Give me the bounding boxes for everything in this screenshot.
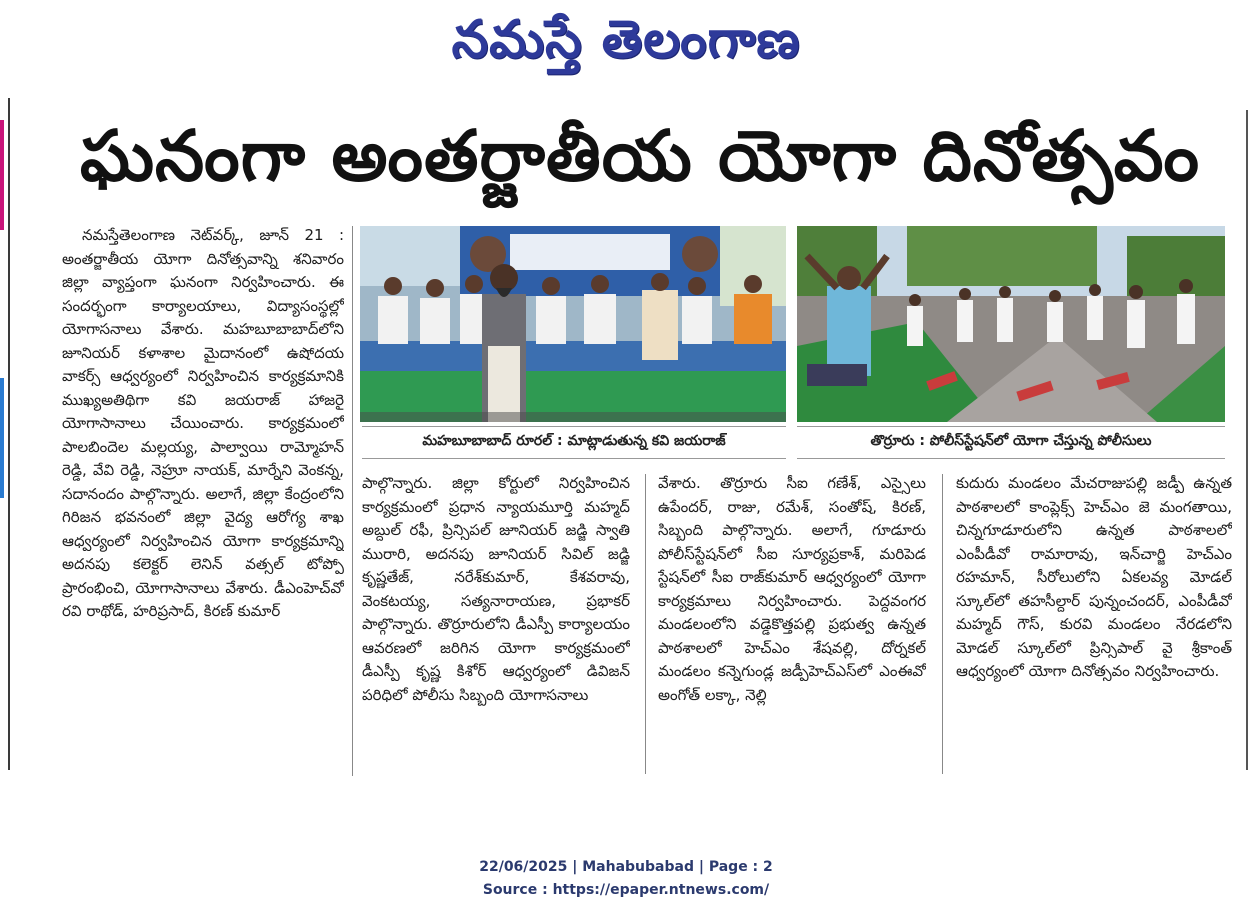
left-color-mark-pink	[0, 120, 4, 230]
photo-caption-rural: మహబూబాబాద్ రూరల్ : మాట్లాడుతున్న కవి జయరాజ్	[422, 433, 726, 449]
photo-police-yoga	[797, 226, 1225, 422]
masthead-title: నమస్తే తెలంగాణ	[451, 9, 801, 70]
article-column-1: నమస్తేతెలంగాణ నెట్‌వర్క్, జూన్ 21 : అంతర్జాతీయ యోగా దినోత్సవాన్ని శనివారం జిల్లా వ్యాప్తంగా ఘనంగా నిర్వహించారు. ఈ సందర్భంగా కార్యాలయాలు, విద్యాసంస్థల్లో యోగాసనాలు వేశారు. మహబూబాబాద్‌లోని జూనియర్ కళాశాల మైదానంలో ఉషోదయ వాకర్స్ ఆధ్వర్యంలో నిర్వహించిన కార్యక్రమానికి ముఖ్యఅతిథిగా కవి జయరాజ్ హాజరై యోగాసానాలు చేయించారు. కార్యక్రమంలో పాలబిందెల మల్లయ్య, పాల్వాయి రామ్మోహన్ రెడ్డి, వేవి రెడ్డి, నెహ్రూ నాయక్, మార్నేని వెంకన్న, సదానందం పాల్గొన్నారు. అలాగే, జిల్లా కేంద్రంలోని గిరిజన భవనంలో జిల్లా వైద్య ఆరోగ్య శాఖ ఆధ్వర్యంలో నిర్వహించిన యోగా కార్యక్రమాన్ని అదనపు కలెక్టర్ లెనిన్ వత్సల్ టోప్పో ప్రారంభించి, యోగాసానాలు వేశారు. డీఎంహెచ్‌వో రవి రాథోడ్, హరిప్రసాద్, కిరణ్ కుమార్	[62, 226, 344, 620]
column-rule-1	[352, 226, 353, 776]
caption-rule-bottom-2	[797, 458, 1225, 459]
article-column-2: పాల్గొన్నారు. జిల్లా కోర్టులో నిర్వహించిన కార్యక్రమంలో ప్రధాన న్యాయమూర్తి మహ్మద్ అబ్దుల్ రఫీ, ప్రిన్సిపల్ జూనియర్ జడ్జి స్వాతి మురారి, అదనపు జూనియర్ సివిల్ జడ్జి కృష్ణతేజ్, నరేశ్‌కుమార్, కేశవరావు, వెంకటయ్య, సత్యనారాయణ, ప్రభాకర్ పాల్గొన్నారు. తొర్రూరులోని డీఎస్పీ కార్యాలయం ఆవరణలో జరిగిన యోగా కార్యక్రమంలో డీఎస్పీ కృష్ణ కిశోర్ ఆధ్వర్యంలో డివిజన్ పరిధిలో పోలీసు సిబ్బంది యోగాసనాలు	[362, 474, 630, 704]
footer-date-edition: 22/06/2025 | Mahabubabad | Page : 2	[479, 859, 773, 875]
caption-rule-bottom-1	[362, 458, 786, 459]
column-rule-3	[942, 474, 943, 774]
left-color-mark-blue	[0, 378, 4, 498]
photo-rural-event	[360, 226, 786, 422]
article-column-3: వేశారు. తొర్రూరు సీఐ గణేశ్, ఎస్సైలు ఉపేందర్, రాజు, రమేశ్, సంతోష్, కిరణ్, సిబ్బంది పాల్గొన్నారు. అలాగే, గూడూరు పోలీస్‌స్టేషన్‌లో సీఐ సూర్యప్రకాశ్, మరిపెడ స్టేషన్‌లో సీఐ రాజ్‌కుమార్ ఆధ్వర్యంలో యోగా కార్యక్రమాలు నిర్వహించారు. పెద్దవంగర మండలంలోని వడ్డెకొత్తపల్లి ప్రభుత్వ ఉన్నత పాఠశాలలో హెచ్‌ఎం శేషవల్లి, దోర్నకల్ మండలం కన్నెగుండ్ల జడ్పీహెచ్ఎస్‌లో ఎంఈవో అంగోత్ లక్కా, నెల్లి	[658, 474, 926, 704]
article-headline: ఘనంగా అంతర్జాతీయ యోగా దినోత్సవం	[79, 115, 1201, 197]
page-left-edge	[0, 98, 14, 770]
left-border-line	[8, 98, 10, 770]
photo-caption-police: తొర్రూరు : పోలీస్‌స్టేషన్‌లో యోగా చేస్తున్న పోలీసులు	[870, 433, 1152, 449]
footer-source: Source : https://epaper.ntnews.com/	[482, 882, 770, 898]
page-right-edge	[1246, 110, 1248, 770]
column-rule-2	[645, 474, 646, 774]
article-column-4: కుదురు మండలం మేచరాజుపల్లి జడ్పీ ఉన్నత పాఠశాలలో కాంప్లెక్స్ హెచ్‌ఎం జె మంగతాయి, చిన్నగూడూరులోని ఉన్నత పాఠశాలలో ఎంపీడీవో రామారావు, ఇన్‌చార్జి హెచ్‌ఎం రహమాన్, సీరోలులోని ఏకలవ్య మోడల్ స్కూల్‌లో తహసీల్దార్ పున్నంచందర్, ఎంపీడీవో మహ్మద్ గౌస్, కురవి మండలం నేరడలోని మోడల్ స్కూల్‌లో ప్రిన్సిపాల్ వై శ్రీకాంత్ ఆధ్వర్యంలో యోగా దినోత్సవం నిర్వహించారు.	[956, 474, 1232, 680]
